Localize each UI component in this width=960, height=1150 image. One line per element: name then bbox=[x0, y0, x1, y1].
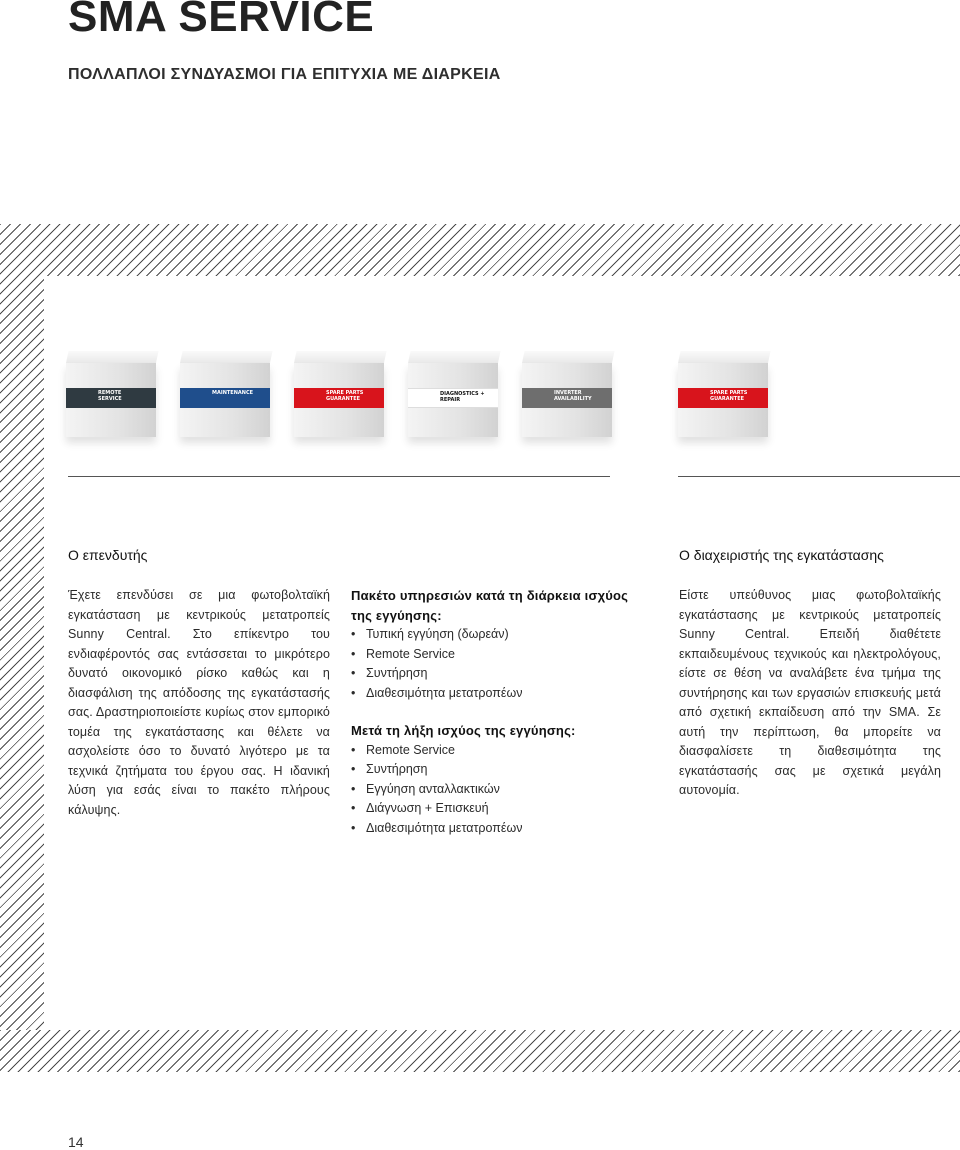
cube-label: SPARE PARTS GUARANTEE bbox=[678, 388, 768, 408]
list-item: • Συντήρηση bbox=[351, 666, 428, 680]
cube-label: SPARE PARTS GUARANTEE bbox=[294, 388, 384, 408]
hatch-border-left bbox=[0, 224, 44, 1072]
cube-inverter-availability bbox=[522, 351, 612, 437]
after-warranty-heading: Μετά τη λήξη ισχύος της εγγύησης: bbox=[351, 723, 576, 738]
operator-text: Είστε υπεύθυνος μιας φωτοβολταϊκής εγκατάστασης με κεντρικούς μετατροπείς Sunny Central. Επειδή διαθέτετε εκπαιδευμένους τεχνικούς και ηλεκτρολόγους, είστε σε θέση να αναλάβετε ένα τμήμα της συντήρησης και των εργασιών επισκευής μετά από σχετική εκπαίδευση από την SMA. Σε αυτή την περίπτωση, θα μπορείτε να διασφαλίσετε τη διαθεσιμότητα της εγκατάστασής σας με σχετικά μεγάλη αυτονομία. bbox=[679, 588, 941, 797]
cube-spare-parts bbox=[294, 351, 384, 437]
list-item: • Εγγύηση ανταλλακτικών bbox=[351, 781, 500, 796]
hatch-border-bottom bbox=[0, 1030, 960, 1072]
service-cubes bbox=[44, 276, 960, 476]
service-packages bbox=[351, 586, 641, 856]
cube-label: DIAGNOSTICS + REPAIR bbox=[408, 388, 498, 408]
hatch-border-top bbox=[0, 224, 960, 276]
cube-label: MAINTENANCE bbox=[180, 388, 270, 408]
cube-remote-service bbox=[66, 351, 156, 437]
investor-heading: Ο επενδυτής bbox=[68, 547, 148, 563]
divider-right bbox=[678, 476, 960, 477]
list-item: • Συντήρηση bbox=[351, 762, 428, 776]
cube-diagnostics-repair bbox=[408, 351, 498, 437]
cube-label: INVERTER AVAILABILITY bbox=[522, 388, 612, 408]
warranty-list bbox=[351, 625, 641, 703]
page-subtitle: ΠΟΛΛΑΠΛΟΙ ΣΥΝΔΥΑΣΜΟΙ ΓΙΑ ΕΠΙΤΥΧΙΑ ΜΕ ΔΙΑΡΚΕΙΑ bbox=[68, 66, 501, 83]
cube-maintenance bbox=[180, 351, 270, 437]
list-item: • Τυπική εγγύηση (δωρεάν) bbox=[351, 627, 509, 641]
cube-spare-parts-2 bbox=[678, 351, 768, 437]
investor-text: Έχετε επενδύσει σε μια φωτοβολταϊκή εγκατάσταση με κεντρικούς μετατροπείς Sunny Central. Στο επίκεντρο του ενδιαφέροντός σας εντάσσεται το μικρότερο δυνατό οικονομικό ρίσκο καθώς και η διασφάλιση της απόδοσης της εγκατάστασής σας. Δραστηριοποιείστε κυρίως στον εμπορικό τομέα της εγκατάστασης και θέλετε να ασχολείστε όσο το δυνατό λιγότερο με τα τεχνικά ζητήματα του έργου σας. Η ιδανική λύση για εσάς είναι το πακέτο πλήρους κάλυψης. bbox=[68, 588, 330, 817]
operator-heading: Ο διαχειριστής της εγκατάστασης bbox=[679, 547, 884, 563]
divider-left bbox=[68, 476, 610, 477]
page-title: SMA SERVICE bbox=[68, 0, 375, 41]
warranty-heading: Πακέτο υπηρεσιών κατά τη διάρκεια ισχύος της εγγύησης: bbox=[351, 588, 629, 623]
page-number: 14 bbox=[68, 1134, 84, 1150]
after-warranty-list bbox=[351, 741, 641, 839]
list-item: • Remote Service bbox=[351, 646, 455, 661]
list-item: • Διαθεσιμότητα μετατροπέων bbox=[351, 820, 523, 835]
cube-label: REMOTE SERVICE bbox=[66, 388, 156, 408]
list-item: • Διαθεσιμότητα μετατροπέων bbox=[351, 685, 523, 700]
list-item: • Διάγνωση + Επισκευή bbox=[351, 801, 489, 815]
list-item: • Remote Service bbox=[351, 742, 455, 757]
